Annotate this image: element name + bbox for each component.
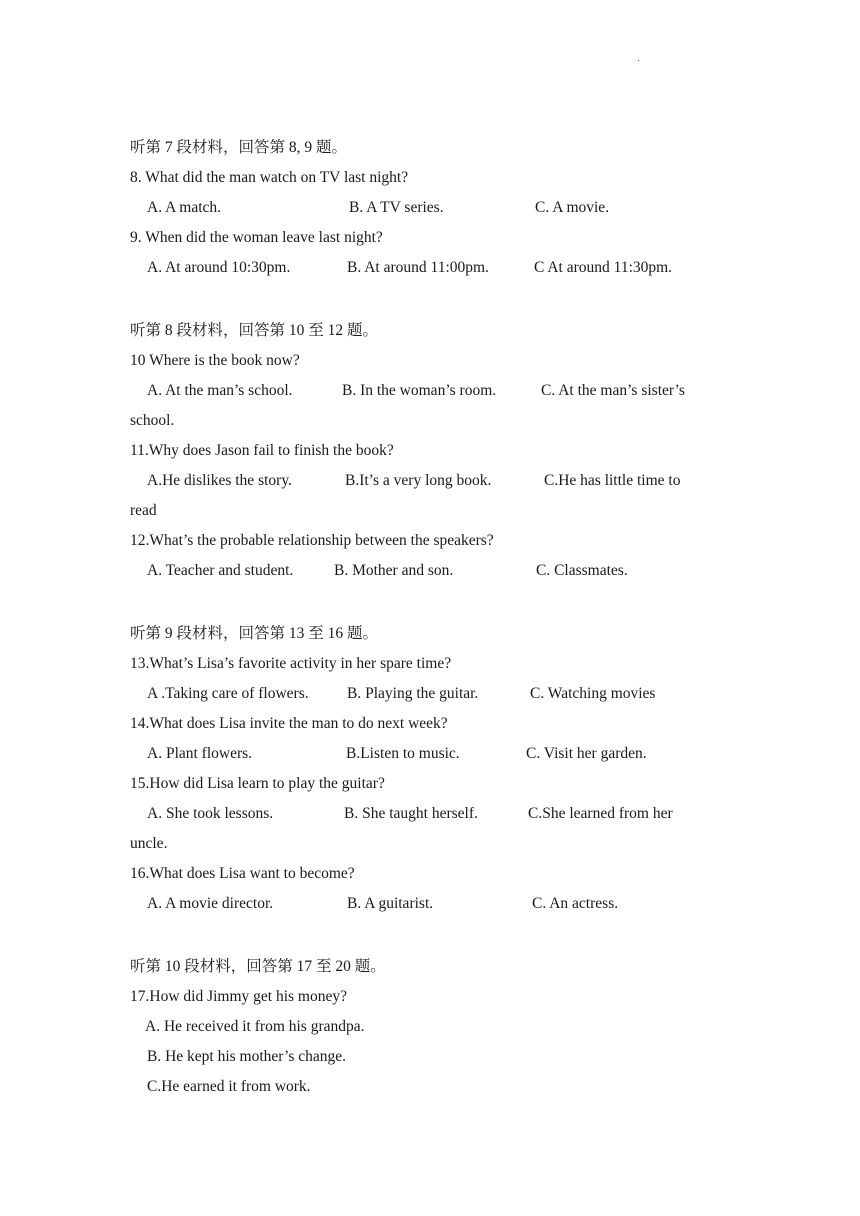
page-dot: · [637,56,641,67]
question-text: 11.Why does Jason fail to finish the book? [130,442,394,459]
option-a: A. A match. [147,199,222,216]
option-wrap-text: uncle. [130,835,168,852]
option-c: C. Visit her garden. [526,745,647,762]
question-text: 13.What’s Lisa’s favorite activity in her spare time? [130,655,452,672]
option-c: C. Watching movies [530,685,656,702]
option-c: C.He earned it from work. [147,1078,311,1095]
option-a: A. He received it from his grandpa. [145,1018,365,1035]
option-c: C. An actress. [532,895,619,912]
question-text: 10 Where is the book now? [130,352,300,369]
option-b: B. In the woman’s room. [342,382,497,399]
question-text: 17.How did Jimmy get his money? [130,988,347,1005]
option-a: A. At the man’s school. [147,382,293,399]
option-a: A.He dislikes the story. [147,472,292,489]
option-c: C. A movie. [535,199,610,216]
option-b: B. Playing the guitar. [347,685,479,702]
option-c: C At around 11:30pm. [534,259,673,276]
question-text: 9. When did the woman leave last night? [130,229,383,246]
option-b: B. She taught herself. [344,805,478,822]
option-b: B. A TV series. [349,199,444,216]
section-heading: 听第 10 段材料，回答第 17 至 20 题。 [130,958,386,975]
option-c: C.He has little time to [544,472,681,489]
section-heading: 听第 8 段材料，回答第 10 至 12 题。 [130,322,379,339]
option-a: A .Taking care of flowers. [147,685,309,702]
option-b: B.Listen to music. [346,745,460,762]
question-text: 14.What does Lisa invite the man to do next week? [130,715,448,732]
option-b: B. A guitarist. [347,895,434,912]
option-b: B. At around 11:00pm. [347,259,489,276]
option-b: B. He kept his mother’s change. [147,1048,347,1065]
option-c: C. At the man’s sister’s [541,382,685,399]
option-b: B. Mother and son. [334,562,454,579]
option-c: C. Classmates. [536,562,628,579]
option-b: B.It’s a very long book. [345,472,492,489]
option-a: A. She took lessons. [147,805,274,822]
option-a: A. At around 10:30pm. [147,259,291,276]
option-a: A. Plant flowers. [147,745,253,762]
option-a: A. Teacher and student. [147,562,294,579]
question-text: 15.How did Lisa learn to play the guitar? [130,775,385,792]
section-heading: 听第 7 段材料，回答第 8, 9 题。 [130,139,348,156]
option-wrap-text: school. [130,412,175,429]
section-heading: 听第 9 段材料，回答第 13 至 16 题。 [130,625,379,642]
option-c: C.She learned from her [528,805,673,822]
question-text: 8. What did the man watch on TV last night? [130,169,409,186]
option-wrap-text: read [130,502,157,519]
question-text: 16.What does Lisa want to become? [130,865,355,882]
question-text: 12.What’s the probable relationship between the speakers? [130,532,494,549]
option-a: A. A movie director. [147,895,274,912]
